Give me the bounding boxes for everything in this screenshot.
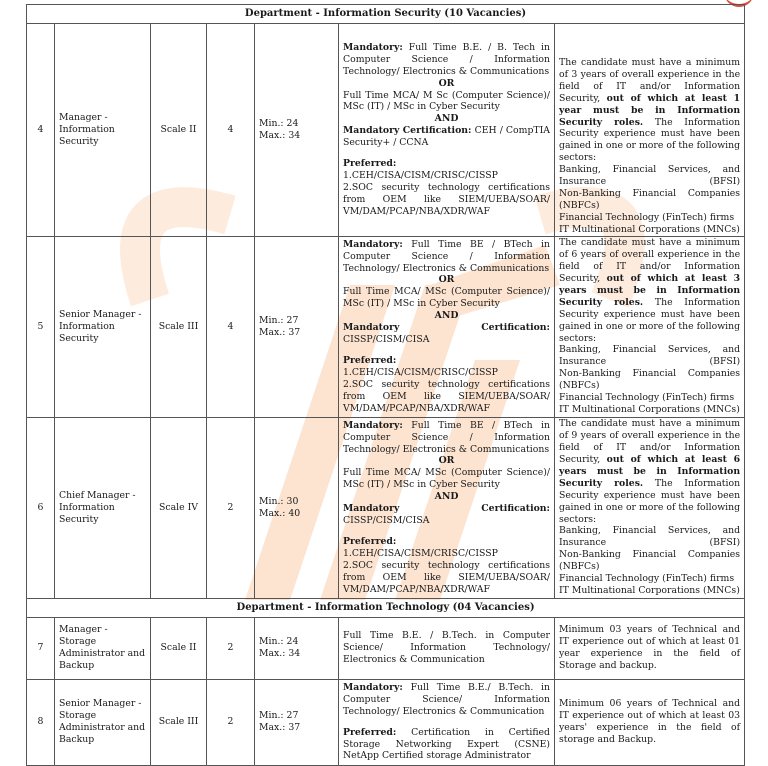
vacancy-table: [26, 4, 745, 766]
experience: The candidate must have a minimum of 6 years of overall experience in the field of IT and/or Information Security, out of which at least 3 years must be in Information Security roles. The Information Security experience must have been gained in one or more of the following sectors: Banking, Financial Services, and Insurance (BFSI) Non-Banking Financial Companies (NBFCs) Financial Technology (FinTech) firms IT Multinational Corporations (MNCs): [555, 236, 745, 417]
serial-number: 6: [27, 417, 55, 598]
vacancies: 4: [207, 236, 255, 417]
table-row: [27, 679, 745, 765]
vacancies: 2: [207, 679, 255, 765]
department-title: Department - Information Security (10 Vacancies): [27, 5, 745, 24]
scale: Scale IV: [151, 417, 207, 598]
qualification: Mandatory: Full Time B.E. / B. Tech in Computer Science / Information Technology/ Electronics & Communications OR Full Time MCA/ M Sc (Computer Science)/ MSc (IT) / MSc in Cyber Security AND Mandatory Certification: CEH / CompTIA Security+ / CCNA Preferred: 1.CEH/CISA/CISM/CRISC/CISSP 2.SOC security technology certifications from OEM like SIEM/UEBA/SOAR/ VM/DAM/PCAP/NBA/XDR/WAF: [339, 24, 555, 237]
vacancies: 4: [207, 24, 255, 237]
serial-number: 8: [27, 679, 55, 765]
serial-number: 7: [27, 617, 55, 679]
experience: Minimum 06 years of Technical and IT experience out of which at least 03 years' experience in the field of storage and Backup.: [555, 679, 745, 765]
post-name: Manager - Information Security: [55, 24, 151, 237]
vacancies: 2: [207, 417, 255, 598]
scale: Scale II: [151, 24, 207, 237]
qualification: Mandatory: Full Time BE / BTech in Computer Science / Information Technology/ Electronics & Communications OR Full Time MCA/ MSc (Computer Science)/ MSc (IT) / MSc in Cyber Security AND Mandatory Certification: CISSP/CISM/CISA Preferred: 1.CEH/CISA/CISM/CRISC/CISSP 2.SOC security technology certifications from OEM like SIEM/UEBA/SOAR/ VM/DAM/PCAP/NBA/XDR/WAF: [339, 417, 555, 598]
experience: Minimum 03 years of Technical and IT experience out of which at least 01 year experience in the field of Storage and backup.: [555, 617, 745, 679]
post-name: Senior Manager - Information Security: [55, 236, 151, 417]
department-title: Department - Information Technology (04 Vacancies): [27, 598, 745, 617]
age-limit: Min.: 24 Max.: 34: [255, 617, 339, 679]
qualification: Full Time B.E. / B.Tech. in Computer Science/ Information Technology/ Electronics & Communication: [339, 617, 555, 679]
table-row: [27, 236, 745, 417]
experience: The candidate must have a minimum of 9 years of overall experience in the field of IT and/or Information Security, out of which at least 6 years must be in Information Security roles. The Information Security experience must have been gained in one or more of the following sectors: Banking, Financial Services, and Insurance (BFSI) Non-Banking Financial Companies (NBFCs) Financial Technology (FinTech) firms IT Multinational Corporations (MNCs): [555, 417, 745, 598]
scale: Scale III: [151, 236, 207, 417]
post-name: Senior Manager - Storage Administrator and Backup: [55, 679, 151, 765]
table-row: [27, 617, 745, 679]
age-limit: Min.: 24 Max.: 34: [255, 24, 339, 237]
scale: Scale II: [151, 617, 207, 679]
age-limit: Min.: 27 Max.: 37: [255, 679, 339, 765]
experience: The candidate must have a minimum of 3 years of overall experience in the field of IT and/or Information Security, out of which at least 1 year must be in Information Security roles. The Information Security experience must have been gained in one or more of the following sectors: Banking, Financial Services, and Insurance (BFSI) Non-Banking Financial Companies (NBFCs) Financial Technology (FinTech) firms IT Multinational Corporations (MNCs): [555, 24, 745, 237]
qualification: Mandatory: Full Time B.E./ B.Tech. in Computer Science/ Information Technology/ Electronics & Communication Preferred: Certification in Certified Storage Networking Expert (CSNE) NetApp Certified storage Administrator: [339, 679, 555, 765]
age-limit: Min.: 30 Max.: 40: [255, 417, 339, 598]
table-row: [27, 24, 745, 237]
scale: Scale III: [151, 679, 207, 765]
serial-number: 5: [27, 236, 55, 417]
department-header-row: [27, 598, 745, 617]
table-row: [27, 417, 745, 598]
qualification: Mandatory: Full Time BE / BTech in Computer Science / Information Technology/ Electronics & Communications OR Full Time MCA/ MSc (Computer Science)/ MSc (IT) / MSc in Cyber Security AND Mandatory Certification: CISSP/CISM/CISA Preferred: 1.CEH/CISA/CISM/CRISC/CISSP 2.SOC security technology certifications from OEM like SIEM/UEBA/SOAR/ VM/DAM/PCAP/NBA/XDR/WAF: [339, 236, 555, 417]
post-name: Manager - Storage Administrator and Backup: [55, 617, 151, 679]
vacancies: 2: [207, 617, 255, 679]
age-limit: Min.: 27 Max.: 37: [255, 236, 339, 417]
post-name: Chief Manager - Information Security: [55, 417, 151, 598]
serial-number: 4: [27, 24, 55, 237]
department-header-row: [27, 5, 745, 24]
